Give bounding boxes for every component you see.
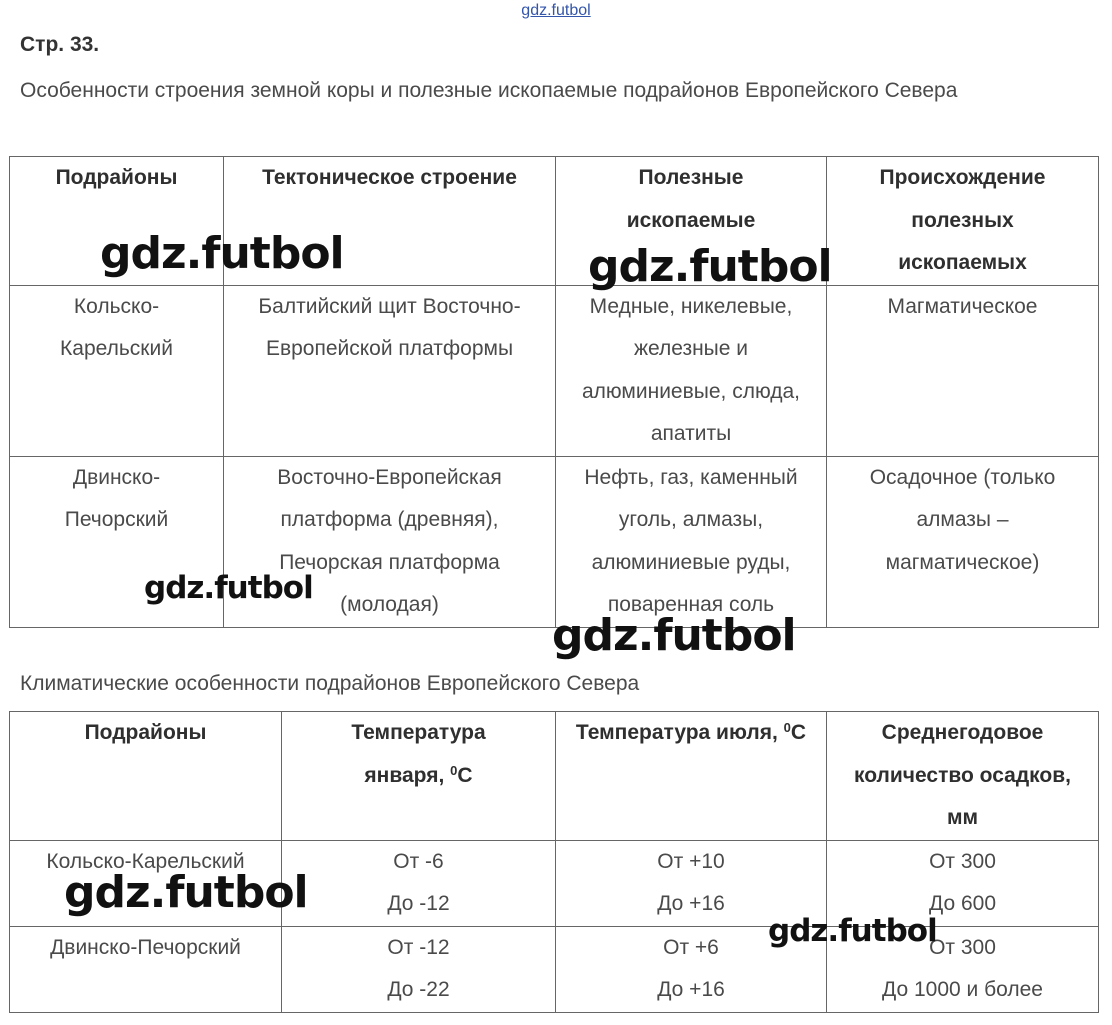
- celsius-unit: С: [457, 763, 473, 787]
- tectonic-cell: Восточно-Европейская платформа (древняя), Печорская платформа (молодая): [224, 456, 556, 627]
- range-from: От -12: [387, 935, 450, 959]
- origin-cell: Осадочное (только алмазы – магматическое): [827, 456, 1099, 627]
- subregion-name: Кольско-Карельский: [10, 285, 224, 456]
- table-row: [10, 285, 1099, 456]
- header-mineral-origin: Происхождение полезных ископаемых: [827, 157, 1099, 286]
- range-from: От +6: [663, 935, 719, 959]
- minerals-cell: Нефть, газ, каменный уголь, алмазы, алюминиевые руды, поваренная соль: [556, 456, 827, 627]
- header-january-temperature: [282, 712, 556, 841]
- range-to: До -12: [387, 892, 450, 915]
- range-from: От 300: [929, 935, 996, 959]
- watermark: gdz.futbol: [768, 913, 937, 949]
- july-temp-label: Температура июля,: [575, 721, 778, 744]
- watermark: gdz.futbol: [144, 570, 313, 606]
- tectonic-cell: Балтийский щит Восточно-Европейской платформы: [224, 285, 556, 456]
- watermark: gdz.futbol: [100, 228, 344, 279]
- subregion-name: Двинско-Печорский: [10, 456, 224, 627]
- degree-superscript: 0: [450, 762, 458, 778]
- top-watermark-link: gdz.futbol: [521, 2, 591, 19]
- subregion-name: Кольско-Карельский: [10, 840, 282, 926]
- header-minerals: Полезные ископаемые: [556, 157, 827, 286]
- table1-caption: Особенности строения земной коры и полезные ископаемые подрайонов Европейского Севера: [20, 79, 958, 102]
- range-to: До 1000 и более: [882, 978, 1043, 1001]
- range-to: До 600: [928, 892, 996, 915]
- table2-caption: Климатические особенности подрайонов Европейского Севера: [20, 672, 640, 695]
- january-temp-cell: [282, 926, 556, 1012]
- range-from: От +10: [657, 849, 725, 873]
- header-july-temperature: [556, 712, 827, 841]
- header-subregions: Подрайоны: [10, 712, 282, 841]
- origin-cell: Магматическое: [827, 285, 1099, 456]
- climate-table: [9, 711, 1099, 1013]
- header-subregions: Подрайоны: [10, 157, 224, 286]
- watermark: gdz.futbol: [64, 867, 308, 918]
- january-temp-label: Температура января,: [351, 721, 486, 787]
- range-to: До +16: [657, 978, 725, 1001]
- range-from: От -6: [393, 849, 444, 873]
- celsius-unit: С: [790, 721, 807, 744]
- range-to: До -22: [387, 978, 450, 1001]
- table-header-row: [10, 712, 1099, 841]
- page-number: Стр. 33.: [20, 33, 100, 56]
- minerals-cell: Медные, никелевые, железные и алюминиевые, слюда, апатиты: [556, 285, 827, 456]
- subregion-name: Двинско-Печорский: [10, 926, 282, 1012]
- degree-superscript: 0: [783, 720, 791, 735]
- geology-table: [9, 156, 1099, 628]
- range-to: До +16: [657, 892, 725, 915]
- watermark: gdz.futbol: [588, 241, 832, 292]
- watermark: gdz.futbol: [552, 610, 796, 661]
- january-temp-cell: [282, 840, 556, 926]
- header-annual-precipitation: Среднегодовое количество осадков, мм: [827, 712, 1099, 841]
- range-from: От 300: [929, 849, 996, 873]
- header-tectonic-structure: Тектоническое строение: [224, 157, 556, 286]
